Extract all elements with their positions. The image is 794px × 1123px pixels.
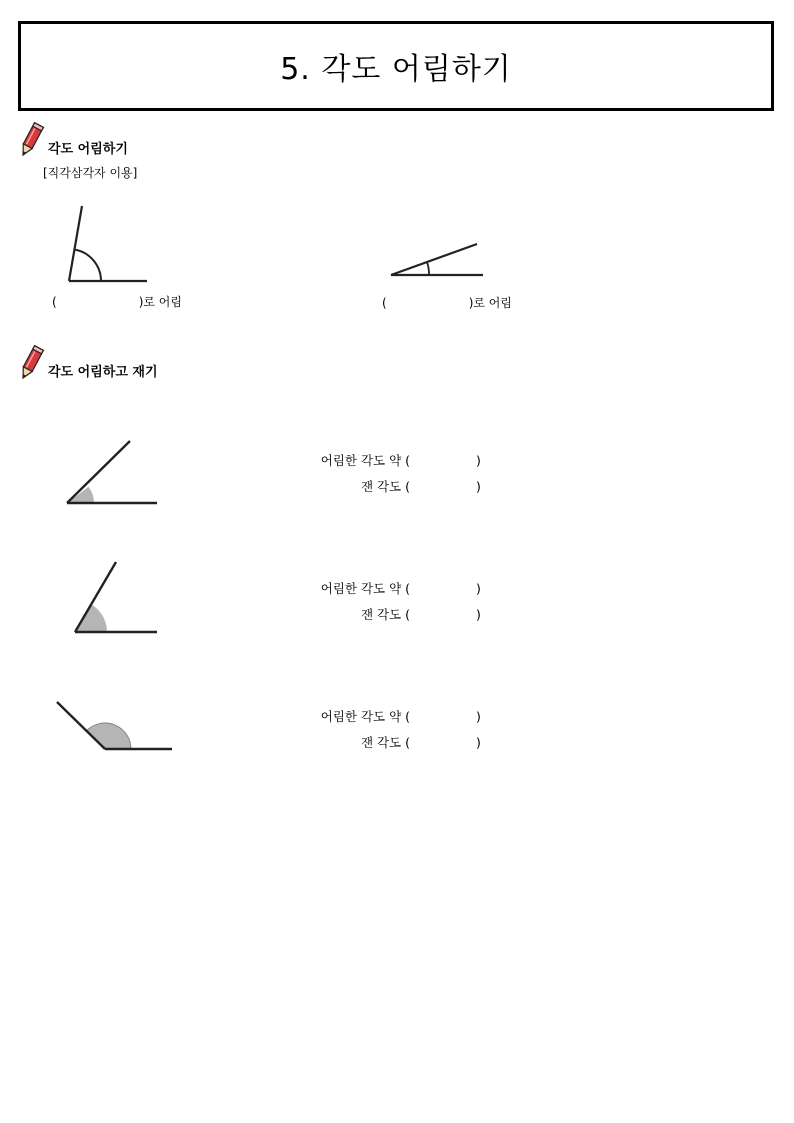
angle-figure-acute-small [385,236,490,284]
section-1-heading: 각도 어림하기 [48,142,128,157]
problem-3-measured-row [312,733,481,751]
close-paren-label: )로 어림 [468,296,512,310]
section-2-heading: 각도 어림하고 재기 [48,365,158,380]
close-paren: ) [476,607,481,622]
measured-label: 잰 각도 ( [360,735,410,750]
problem-2-estimate-row [312,579,481,597]
estimate-answer-2 [382,294,512,311]
angle-figure-problem-3 [50,694,180,758]
estimate-answer-1 [52,293,182,310]
problem-1-measured-row [312,477,481,495]
angle-figure-right [60,200,160,290]
estimate-label: 어림한 각도 약 ( [320,581,410,596]
angle-figure-problem-1 [60,436,165,510]
pencil-icon [16,344,46,382]
close-paren: ) [476,479,481,494]
estimate-label: 어림한 각도 약 ( [320,709,410,724]
section-1-header [16,121,128,159]
section-1-subheading: [직각삼각자 이용] [43,166,138,180]
open-paren: ( [382,296,387,310]
measured-label: 잰 각도 ( [360,607,410,622]
measured-label: 잰 각도 ( [360,479,410,494]
page-title: 5. 각도 어림하기 [280,52,512,87]
section-2-header [16,344,158,382]
problem-1-estimate-row [312,451,481,469]
problem-3-estimate-row [312,707,481,725]
close-paren: ) [476,735,481,750]
estimate-label: 어림한 각도 약 ( [320,453,410,468]
close-paren: ) [476,709,481,724]
angle-figure-problem-2 [66,556,166,638]
open-paren: ( [52,295,57,309]
close-paren-label: )로 어림 [138,295,182,309]
title-box [18,21,774,111]
close-paren: ) [476,453,481,468]
pencil-icon [16,121,46,159]
close-paren: ) [476,581,481,596]
problem-2-measured-row [312,605,481,623]
